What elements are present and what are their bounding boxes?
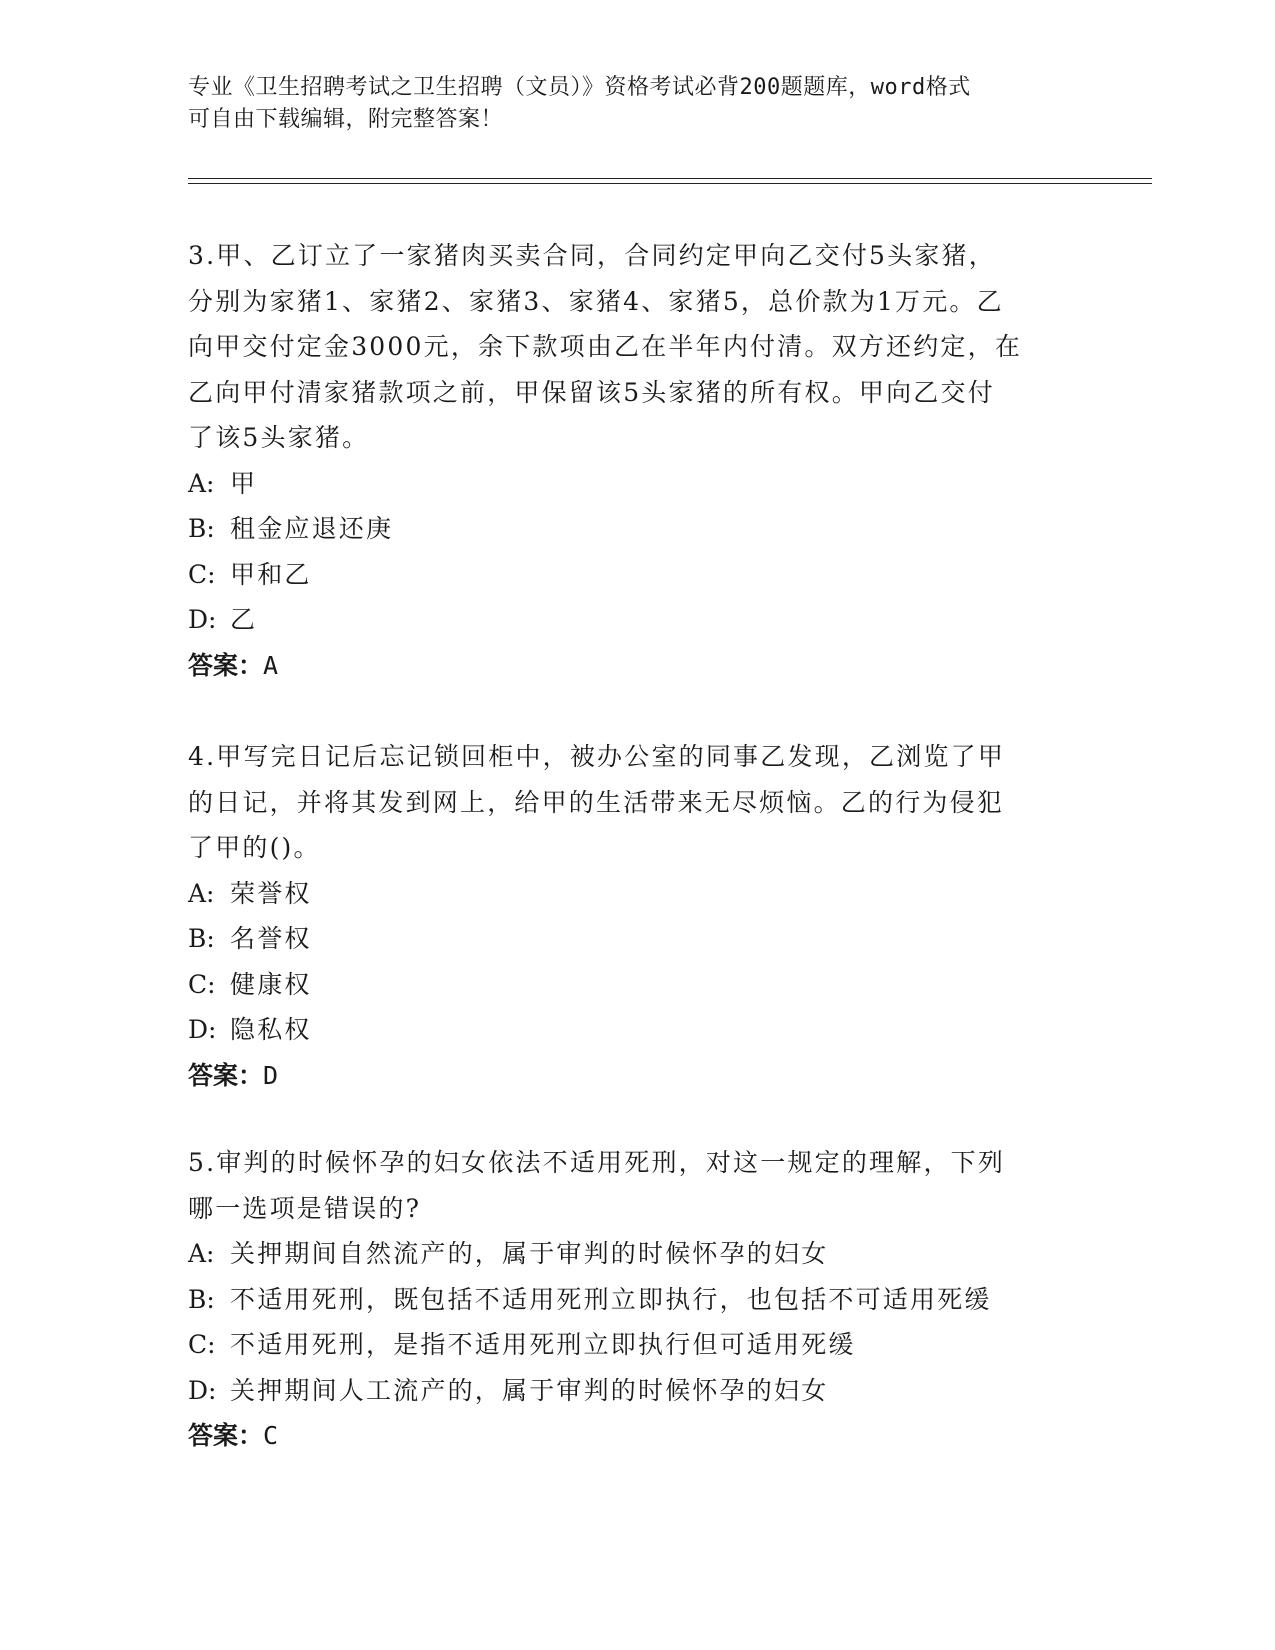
answer-label: 答案： bbox=[188, 1060, 264, 1090]
option-text: 名誉权 bbox=[230, 924, 312, 953]
question-stem-line: 3.甲、乙订立了一家猪肉买卖合同，合同约定甲向乙交付5头家猪， bbox=[188, 241, 996, 270]
option-b bbox=[188, 1277, 1088, 1323]
option-key: B: bbox=[188, 1284, 215, 1314]
question-stem-line: 分别为家猪1、家猪2、家猪3、家猪4、家猪5，总价款为1万元。乙 bbox=[188, 286, 1004, 316]
option-key: A: bbox=[188, 878, 215, 908]
question-stem-line: 的日记，并将其发到网上，给甲的生活带来无尽烦恼。乙的行为侵犯 bbox=[188, 787, 1005, 817]
answer-value: C bbox=[263, 1421, 279, 1450]
option-c bbox=[188, 552, 1088, 598]
answer-line bbox=[188, 1413, 1088, 1459]
option-d bbox=[188, 1368, 1088, 1414]
question-stem-line: 了该5头家猪。 bbox=[188, 423, 370, 452]
document-header bbox=[188, 72, 1088, 136]
question-stem-line: 了甲的()。 bbox=[188, 833, 321, 862]
option-c bbox=[188, 1322, 1088, 1368]
option-text: 健康权 bbox=[230, 969, 312, 999]
option-a bbox=[188, 1231, 1088, 1277]
option-text: 不适用死刑，既包括不适用死刑立即执行，也包括不可适用死缓 bbox=[230, 1284, 992, 1314]
answer-value: D bbox=[263, 1060, 279, 1090]
question-3 bbox=[188, 233, 1088, 688]
option-key: A: bbox=[188, 1239, 215, 1268]
option-text: 不适用死刑，是指不适用死刑立即执行但可适用死缓 bbox=[230, 1330, 856, 1359]
option-key: B: bbox=[188, 514, 215, 543]
answer-line bbox=[188, 1053, 1088, 1099]
option-key: C: bbox=[188, 559, 216, 589]
option-key: C: bbox=[188, 969, 216, 999]
answer-label: 答案： bbox=[188, 1421, 264, 1450]
option-text: 荣誉权 bbox=[230, 878, 312, 908]
question-5 bbox=[188, 1140, 1088, 1459]
option-key: D: bbox=[188, 1015, 217, 1044]
option-a bbox=[188, 871, 1088, 917]
option-d bbox=[188, 1007, 1088, 1053]
answer-line bbox=[188, 643, 1088, 689]
option-text: 关押期间人工流产的，属于审判的时候怀孕的妇女 bbox=[230, 1375, 829, 1405]
option-text: 甲 bbox=[230, 468, 258, 498]
option-key: B: bbox=[188, 924, 215, 953]
option-key: A: bbox=[188, 468, 215, 498]
option-text: 乙 bbox=[230, 605, 258, 634]
option-d bbox=[188, 597, 1088, 643]
option-key: D: bbox=[188, 1375, 217, 1405]
option-text: 甲和乙 bbox=[230, 559, 312, 589]
question-stem-line: 5.审判的时候怀孕的妇女依法不适用死刑，对这一规定的理解，下列 bbox=[188, 1148, 1006, 1177]
question-stem-line: 向甲交付定金3000元，余下款项由乙在半年内付清。双方还约定，在 bbox=[188, 332, 1023, 361]
question-stem-line: 乙向甲付清家猪款项之前，甲保留该5头家猪的所有权。甲向乙交付 bbox=[188, 377, 995, 407]
option-text: 关押期间自然流产的，属于审判的时候怀孕的妇女 bbox=[230, 1239, 829, 1268]
header-line-1: 专业《卫生招聘考试之卫生招聘（文员）》资格考试必背200题题库，word格式 bbox=[188, 75, 971, 100]
header-divider-bottom bbox=[188, 183, 1152, 184]
answer-label: 答案： bbox=[188, 650, 264, 680]
option-key: D: bbox=[188, 605, 217, 634]
answer-value: A bbox=[263, 650, 279, 680]
header-line-2: 可自由下载编辑，附完整答案！ bbox=[188, 107, 504, 132]
question-stem-line: 哪一选项是错误的? bbox=[188, 1193, 422, 1223]
option-key: C: bbox=[188, 1330, 216, 1359]
option-text: 隐私权 bbox=[230, 1015, 312, 1044]
option-c bbox=[188, 962, 1088, 1008]
option-b bbox=[188, 916, 1088, 962]
header-divider-top bbox=[188, 178, 1152, 179]
option-b bbox=[188, 506, 1088, 552]
question-stem-line: 4.甲写完日记后忘记锁回柜中，被办公室的同事乙发现，乙浏览了甲 bbox=[188, 742, 1006, 771]
option-text: 租金应退还庚 bbox=[230, 514, 394, 543]
question-4 bbox=[188, 734, 1088, 1098]
option-a bbox=[188, 461, 1088, 507]
